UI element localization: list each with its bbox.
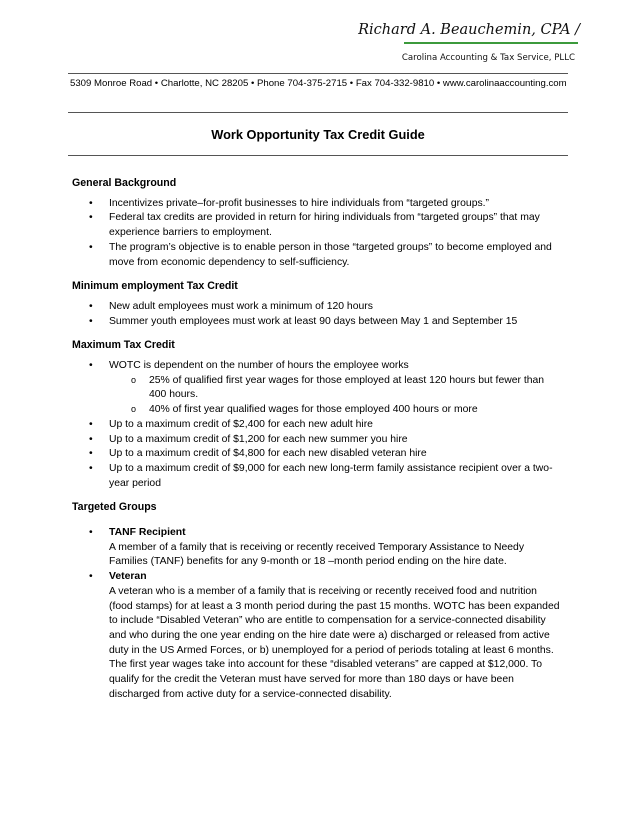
- section-heading: Maximum Tax Credit: [72, 339, 175, 352]
- address-line: 5309 Monroe Road • Charlotte, NC 28205 • Phone 704-375-2715 • Fax 704-332-9810 • www.carolinaaccounting.com: [70, 78, 567, 89]
- group-description: A member of a family that is receiving or recently received Temporary Assistance to Needy Families (TANF) benefits for any 9-month or 18 –month period ending on the hire date.: [109, 541, 525, 568]
- bullet-list: [72, 359, 562, 491]
- sub-list-item: o 40% of first year qualified wages for those employed 400 hours or more: [72, 403, 562, 418]
- list-item: • The program’s objective is to enable person in those “targeted groups” to become employed and move from economic dependency to self-sufficiency.: [72, 241, 562, 270]
- list-item: • Up to a maximum credit of $4,800 for each new disabled veteran hire: [72, 447, 562, 462]
- sub-list-item: o 25% of qualified first year wages for those employed at least 120 hours but fewer than 400 hours.: [72, 374, 562, 403]
- group-name: • Veteran: [109, 571, 147, 583]
- list-item: • Summer youth employees must work at least 90 days between May 1 and September 15: [72, 315, 562, 330]
- section-heading: Targeted Groups: [72, 501, 157, 514]
- list-item: • Up to a maximum credit of $1,200 for each new summer you hire: [72, 433, 562, 448]
- group-description: A veteran who is a member of a family that is receiving or recently received food and nutrition (food stamps) for at least a 3 month period during the past 15 months. WOTC has been expanded to include “Disabled Veteran” who are entitle to compensation for a service-connected disability and who during the one year ending on the hire date were a) discharged or released from active duty in the US Armed Forces, or b) unemployed for a period of periods totaling at least 6 months. The first year wages take into account for these “disabled veterans” are capped at $12,000. To qualify for the credit the Veteran must have served for more than 180 days or have been discharged from active duty for a service-connected disability.: [109, 585, 560, 700]
- list-item: • WOTC is dependent on the number of hours the employee works: [72, 359, 562, 374]
- section-targeted-groups: [72, 500, 562, 702]
- bullet-list: [72, 197, 562, 271]
- list-item: • Incentivizes private–for-profit businesses to hire individuals from “targeted groups.”: [72, 197, 562, 212]
- page-title: Work Opportunity Tax Credit Guide: [211, 127, 425, 142]
- divider: [68, 112, 568, 113]
- group-item-tanf: [72, 526, 562, 570]
- list-item: • Up to a maximum credit of $9,000 for each new long-term family assistance recipient over a two-year period: [72, 462, 562, 491]
- firm-name: Carolina Accounting & Tax Service, PLLC: [401, 53, 575, 63]
- divider: [68, 155, 568, 156]
- document-body: [72, 176, 562, 712]
- group-item-veteran: [72, 570, 562, 702]
- bullet-list: [72, 526, 562, 702]
- section-heading: Minimum employment Tax Credit: [72, 280, 238, 293]
- list-item: • New adult employees must work a minimum of 120 hours: [72, 300, 562, 315]
- list-item: • Federal tax credits are provided in return for hiring individuals from “targeted groups” that may experience barriers to employment.: [72, 211, 562, 240]
- signature: Richard A. Beauchemin, CPA /: [358, 22, 580, 38]
- section-minimum: [72, 279, 562, 329]
- section-general: [72, 176, 562, 270]
- list-item: • Up to a maximum credit of $2,400 for each new adult hire: [72, 418, 562, 433]
- section-maximum: [72, 338, 562, 491]
- divider: [68, 73, 568, 74]
- group-name: • TANF Recipient: [109, 527, 186, 539]
- section-heading: General Background: [72, 177, 177, 189]
- accent-bar: [404, 42, 578, 44]
- bullet-list: [72, 300, 562, 329]
